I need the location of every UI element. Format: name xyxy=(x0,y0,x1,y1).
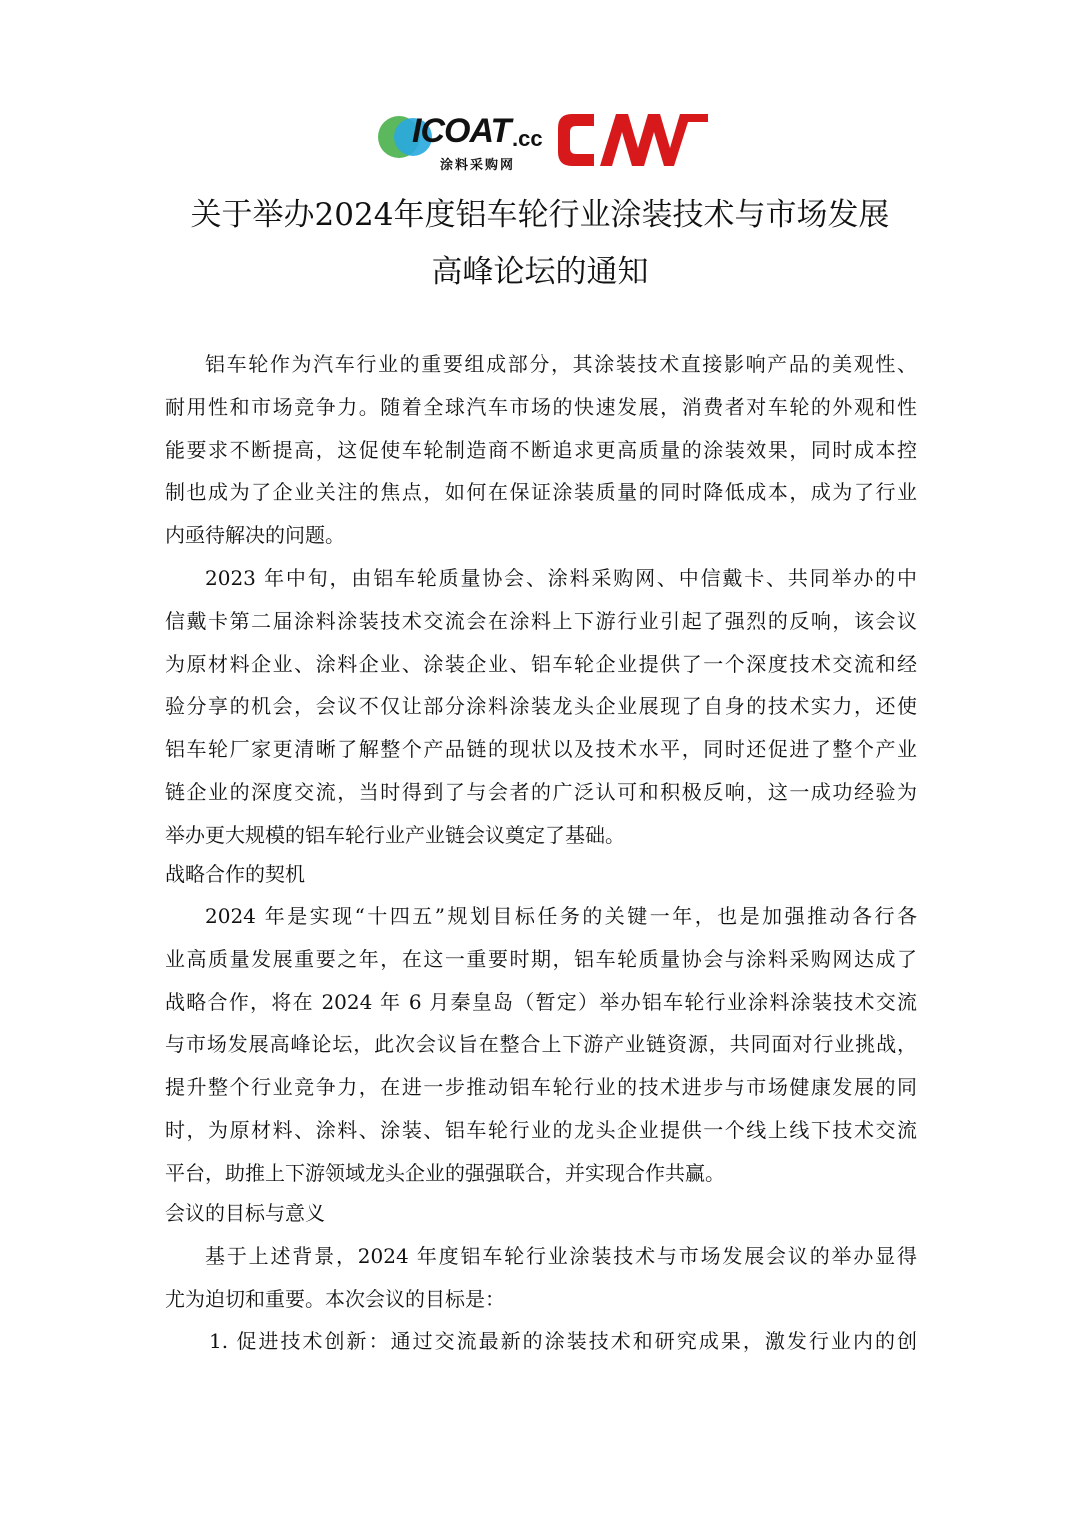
icoat-logo-domain: .cc xyxy=(512,126,543,151)
paragraph-line: 验分享的机会，会议不仅让部分涂料涂装龙头企业展现了自身的技术实力，还使 xyxy=(165,694,917,719)
paragraph-line: 尤为迫切和重要。本次会议的目标是： xyxy=(165,1286,505,1311)
icoat-logo-chinese: 涂料采购网 xyxy=(440,158,516,173)
paragraph-line: 基于上述背景，2024 年度铝车轮行业涂装技术与市场发展会议的举办显得 xyxy=(205,1244,917,1268)
icoat-logo-word: ICOAT xyxy=(412,112,511,150)
paragraph-background xyxy=(165,557,917,857)
paragraph-goals xyxy=(165,1235,917,1321)
section-heading-cooperation: 战略合作的契机 xyxy=(165,862,305,886)
page-title-line-2: 高峰论坛的通知 xyxy=(431,254,649,290)
paragraph-line: 为原材料企业、涂料企业、涂装企业、铝车轮企业提供了一个深度技术交流和经 xyxy=(165,651,917,676)
list-item-1 xyxy=(165,1320,917,1363)
paragraph-line: 铝车轮作为汽车行业的重要组成部分，其涂装技术直接影响产品的美观性、 xyxy=(205,352,917,376)
paragraph-line: 耐用性和市场竞争力。随着全球汽车市场的快速发展，消费者对车轮的外观和性 xyxy=(165,394,917,419)
icoat-logo xyxy=(376,110,552,173)
paragraph-line: 与市场发展高峰论坛，此次会议旨在整合上下游产业链资源，共同面对行业挑战， xyxy=(165,1032,917,1057)
paragraph-intro xyxy=(165,343,917,557)
section-heading-goals: 会议的目标与意义 xyxy=(165,1201,325,1225)
paragraph-line: 提升整个行业竞争力，在进一步推动铝车轮行业的技术进步与市场健康发展的同 xyxy=(165,1075,917,1100)
paragraph-line: 内亟待解决的问题。 xyxy=(165,523,345,548)
paragraph-line: 链企业的深度交流，当时得到了与会者的广泛认可和积极反响，这一成功经验为 xyxy=(165,779,917,804)
paragraph-line: 时，为原材料、涂料、涂装、铝车轮行业的龙头企业提供一个线上线下技术交流 xyxy=(165,1117,917,1142)
cnw-logo-icon xyxy=(554,108,712,172)
paragraph-line: 铝车轮厂家更清晰了解整个产品链的现状以及技术水平，同时还促进了整个产业 xyxy=(165,737,917,762)
paragraph-line: 2023 年中旬，由铝车轮质量协会、涂料采购网、中信戴卡、共同举办的中 xyxy=(205,566,917,590)
paragraph-line: 信戴卡第二届涂料涂装技术交流会在涂料上下游行业引起了强烈的反响，该会议 xyxy=(165,608,917,633)
paragraph-line: 平台，助推上下游领域龙头企业的强强联合，并实现合作共赢。 xyxy=(165,1160,725,1185)
paragraph-cooperation xyxy=(165,895,917,1195)
paragraph-line: 战略合作，将在 2024 年 6 月秦皇岛（暂定）举办铝车轮行业涂料涂装技术交流 xyxy=(165,989,917,1014)
paragraph-line: 能要求不断提高，这促使车轮制造商不断追求更高质量的涂装效果，同时成本控 xyxy=(165,437,917,462)
paragraph-line: 业高质量发展重要之年，在这一重要时期，铝车轮质量协会与涂料采购网达成了 xyxy=(165,946,917,971)
list-item-text: 1. 促进技术创新：通过交流最新的涂装技术和研究成果，激发行业内的创 xyxy=(209,1329,917,1353)
page-title-line-1: 关于举办2024年度铝车轮行业涂装技术与市场发展 xyxy=(190,197,890,233)
header-logos xyxy=(0,104,1080,176)
paragraph-line: 2024 年是实现“十四五”规划目标任务的关键一年，也是加强推动各行各 xyxy=(205,904,917,928)
paragraph-line: 举办更大规模的铝车轮行业产业链会议奠定了基础。 xyxy=(165,822,625,847)
paragraph-line: 制也成为了企业关注的焦点，如何在保证涂装质量的同时降低成本，成为了行业 xyxy=(165,480,917,505)
